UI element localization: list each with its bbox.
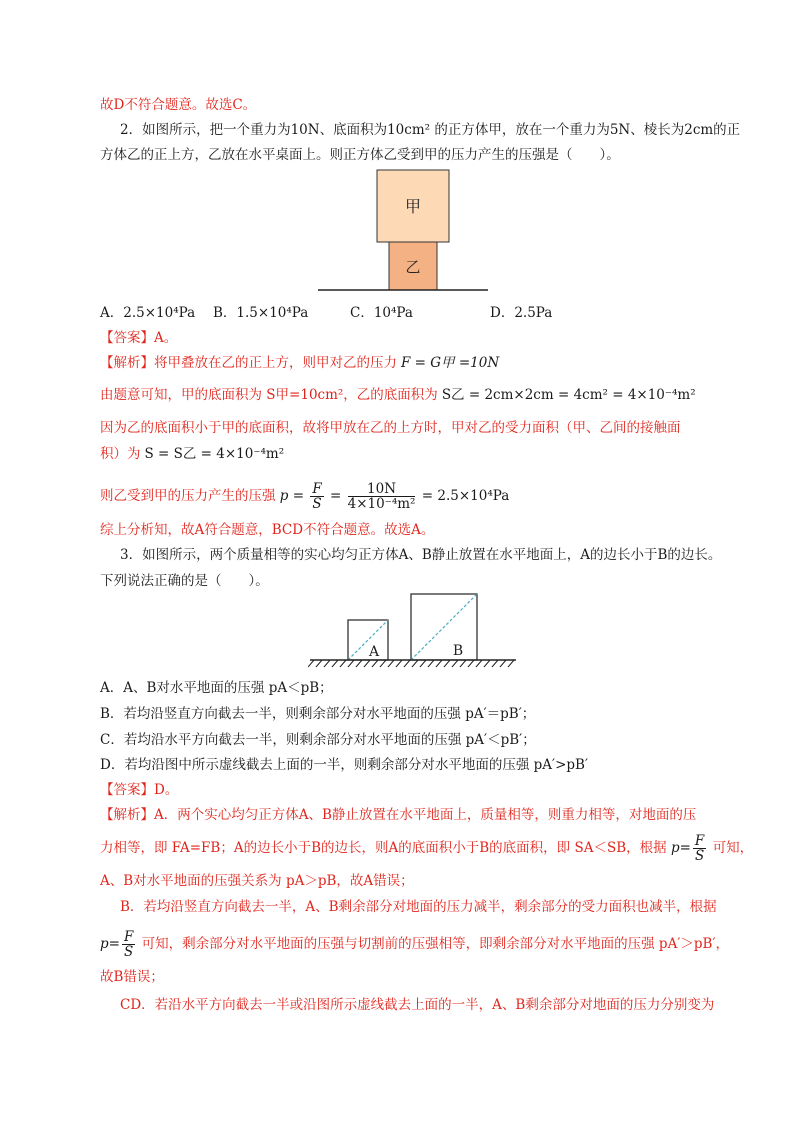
prev-conclusion: 故D不符合题意。故选C。 [100, 97, 257, 113]
q2-option-c: C．10⁴Pa [350, 305, 413, 321]
pressure-formula-inline-2: p= $\frac{F}{S}$ [100, 929, 134, 960]
q3-solution-5: p= $\frac{F}{S}$ 可知，剩余部分对水平地面的压强与切割前的压强相等，即剩余部分对水平地面的压强 pA′＞pB′， [100, 929, 730, 960]
q2-option-b: B．1.5×10⁴Pa [213, 305, 309, 321]
q3-option-c: C．若均沿水平方向截去一半，则剩余部分对水平地面的压强 pA′＜pB′； [100, 732, 536, 748]
figure-cubes-a-b [308, 592, 518, 668]
eq-area-yi: S乙 = 2cm×2cm = 4cm² = 4×10⁻⁴m² [441, 387, 696, 403]
q3-stem-line1: 3．如图所示，两个质量相等的实心均匀正方体A、B静止放置在水平地面上，A的边长小于B的边长。 [120, 547, 722, 563]
q2-option-a: A．2.5×10⁴Pa [100, 305, 196, 321]
eq-force: F = G甲 =10N [401, 355, 500, 371]
q3-stem-line2: 下列说法正确的是（ ）。 [100, 573, 269, 589]
q2-option-d: D．2.5Pa [490, 305, 553, 321]
cube-b-label: B [452, 643, 464, 659]
figure-stacked-cubes [318, 168, 488, 292]
cube-yi-label: 乙 [405, 258, 421, 276]
q3-solution-6: 故B错误； [100, 969, 164, 985]
ground-hatching [308, 660, 514, 667]
q3-option-a: A．A、B对水平地面的压强 pA＜pB； [100, 680, 333, 696]
q3-solution-3: A、B对水平地面的压强关系为 pA＞pB，故A错误； [100, 873, 414, 889]
q2-stem-line1: 2．如图所示，把一个重力为10N、底面积为10cm² 的正方体甲，放在一个重力为5N、棱长为2cm的正 [120, 122, 741, 138]
q2-solution-3a: 因为乙的底面积小于甲的底面积，故将甲放在乙的上方时，甲对乙的受力面积（甲、乙间的接触面 [100, 420, 681, 436]
q2-stem-line2: 方体乙的正上方，乙放在水平桌面上。则正方体乙受到甲的压力产生的压强是（ ）。 [100, 147, 620, 163]
cube-a-label: A [368, 644, 380, 660]
q2-solution-5: 综上分析知，故A符合题意，BCD不符合题意。故选A。 [100, 522, 435, 538]
q2-solution-4: 则乙受到甲的压力产生的压强 p = $\frac{F}{S}$ = $\frac{10N}{\text{4×10⁻⁴m²}}$ = 2.5×10⁴Pa [100, 481, 510, 512]
pressure-formula-inline: p= $\frac{F}{S}$ [670, 833, 705, 864]
q3-option-d: D．若均沿图中所示虚线截去上面的一半，则剩余部分对水平地面的压强 pA′>pB′ [100, 757, 589, 773]
q2-solution-3b: 积）为 S = S乙 = 4×10⁻⁴m² [100, 446, 285, 462]
q3-answer: 【答案】D。 [100, 782, 179, 798]
q3-solution-4: B．若均沿竖直方向截去一半，A、B剩余部分对地面的压力减半，剩余部分的受力面积也减半，根据 [120, 899, 717, 915]
q3-option-b: B．若均沿竖直方向截去一半，则剩余部分对水平地面的压强 pA′＝pB′； [100, 706, 536, 722]
q3-solution-2: 力相等，即 FA=FB；A的边长小于B的边长，则A的底面积小于B的底面积，即 SA＜SB，根据 p= $\frac{F}{S}$ 可知， [100, 833, 754, 864]
pressure-formula: p = $\frac{F}{S}$ = $\frac{10N}{\text{4×10⁻⁴m²}}$ = 2.5×10⁴Pa [279, 481, 510, 512]
q2-solution-2: 由题意可知，甲的底面积为 S甲=10cm²，乙的底面积为 S乙 = 2cm×2cm = 4cm² = 4×10⁻⁴m² [100, 387, 696, 403]
q3-solution-1: 【解析】A．两个实心均匀正方体A、B静止放置在水平地面上，质量相等，则重力相等，对地面的压 [100, 807, 697, 823]
q3-solution-7: CD．若沿水平方向截去一半或沿图所示虚线截去上面的一半，A、B剩余部分对地面的压力分别变为 [120, 997, 715, 1013]
q2-answer: 【答案】A。 [100, 330, 178, 346]
cube-jia-label: 甲 [404, 197, 422, 216]
q2-solution-1: 【解析】将甲叠放在乙的正上方，则甲对乙的压力 F = G甲 =10N [100, 355, 500, 371]
eq-contact-area: S = S乙 = 4×10⁻⁴m² [144, 446, 285, 462]
